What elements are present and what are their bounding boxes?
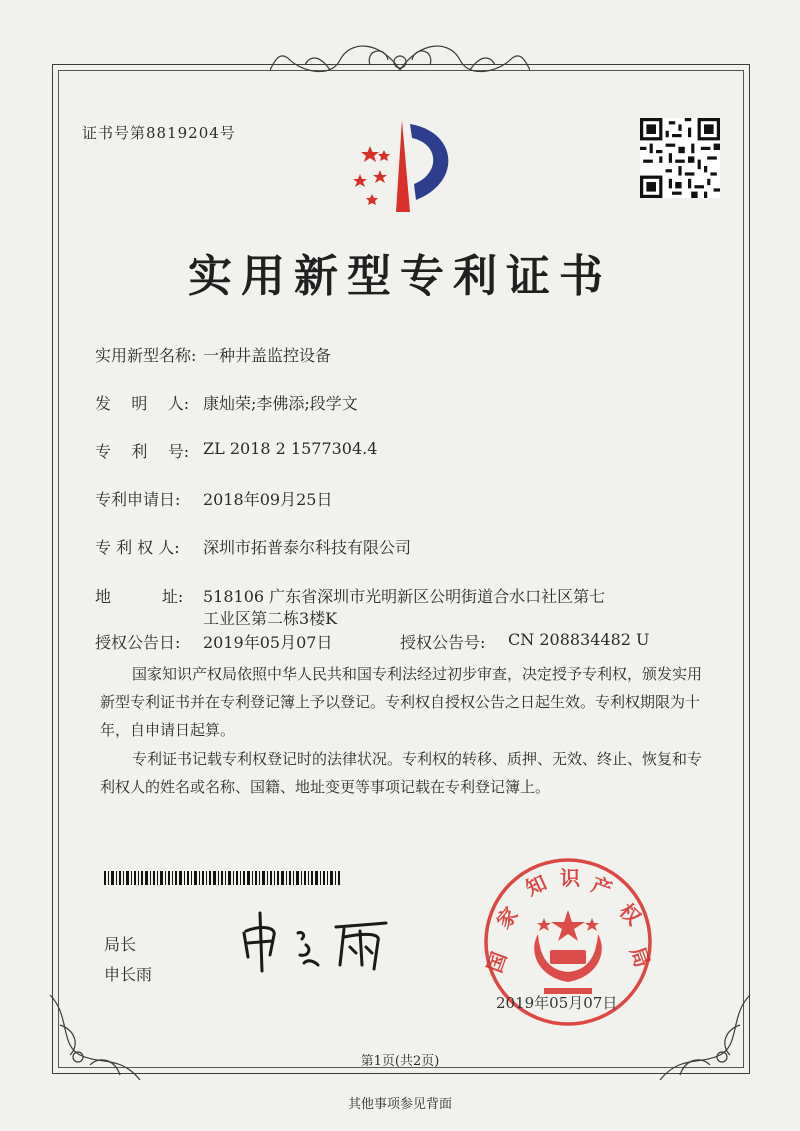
grant-paragraph: 国家知识产权局依照中华人民共和国专利法经过初步审查，决定授予专利权，颁发实用新型专利证书并在专利登记簿上予以登记。专利权自授权公告之日起生效。专利权期限为十年，自申请日起算。 bbox=[100, 665, 703, 739]
svg-text:国: 国 bbox=[482, 948, 512, 976]
seal-date: 2019年05月07日 bbox=[496, 994, 618, 1012]
patent-office-logo bbox=[340, 112, 470, 222]
top-ornament bbox=[270, 30, 530, 90]
signatory-name: 申长雨 bbox=[104, 965, 153, 984]
address-line1: 518106 广东省深圳市光明新区公明街道合水口社区第七 bbox=[203, 587, 606, 606]
patentee-label: 专 利 权 人: bbox=[95, 538, 180, 557]
svg-text:知: 知 bbox=[521, 870, 551, 901]
qr-code bbox=[640, 118, 720, 198]
page-number: 第1页(共2页) bbox=[360, 1054, 440, 1069]
certificate-number: 证书号第8819204号 bbox=[82, 124, 236, 142]
certificate-title: 实用新型专利证书 bbox=[188, 251, 612, 302]
bottom-left-ornament bbox=[40, 985, 150, 1095]
filing-date-value: 2018年09月25日 bbox=[203, 490, 333, 509]
patentee-value: 深圳市拓普泰尔科技有限公司 bbox=[203, 538, 412, 557]
legal-status-paragraph: 专利证书记载专利权登记时的法律状况。专利权的转移、质押、无效、终止、恢复和专利权人的姓名或名称、国籍、地址变更等事项记载在专利登记簿上。 bbox=[100, 750, 703, 796]
grant-number-value: CN 208834482 U bbox=[508, 630, 650, 649]
grant-number-label: 授权公告号: bbox=[400, 633, 486, 652]
inventor-label: 发 明 人: bbox=[95, 394, 190, 413]
svg-text:权: 权 bbox=[614, 898, 646, 930]
svg-text:识: 识 bbox=[560, 866, 580, 890]
grant-date-label: 授权公告日: bbox=[95, 633, 181, 652]
svg-text:产: 产 bbox=[588, 872, 616, 902]
address-label: 地 址: bbox=[95, 587, 184, 606]
address-line2: 工业区第二栋3楼K bbox=[203, 609, 338, 628]
grant-date-value: 2019年05月07日 bbox=[203, 633, 333, 652]
barcode bbox=[104, 871, 342, 885]
patent-number-label: 专 利 号: bbox=[95, 442, 190, 461]
filing-date-label: 专利申请日: bbox=[95, 490, 181, 509]
signatory-role: 局长 bbox=[104, 935, 137, 954]
patent-number-value: ZL 2018 2 1577304.4 bbox=[203, 439, 378, 458]
utility-name-label: 实用新型名称: bbox=[95, 346, 197, 365]
handwritten-signature bbox=[236, 905, 406, 975]
bottom-right-ornament bbox=[650, 985, 760, 1095]
inventor-value: 康灿荣;李佛添;段学文 bbox=[203, 394, 358, 413]
utility-name-value: 一种井盖监控设备 bbox=[203, 346, 332, 365]
svg-text:家: 家 bbox=[491, 902, 523, 934]
footer-note: 其他事项参见背面 bbox=[347, 1097, 452, 1112]
svg-text:局: 局 bbox=[625, 943, 655, 971]
